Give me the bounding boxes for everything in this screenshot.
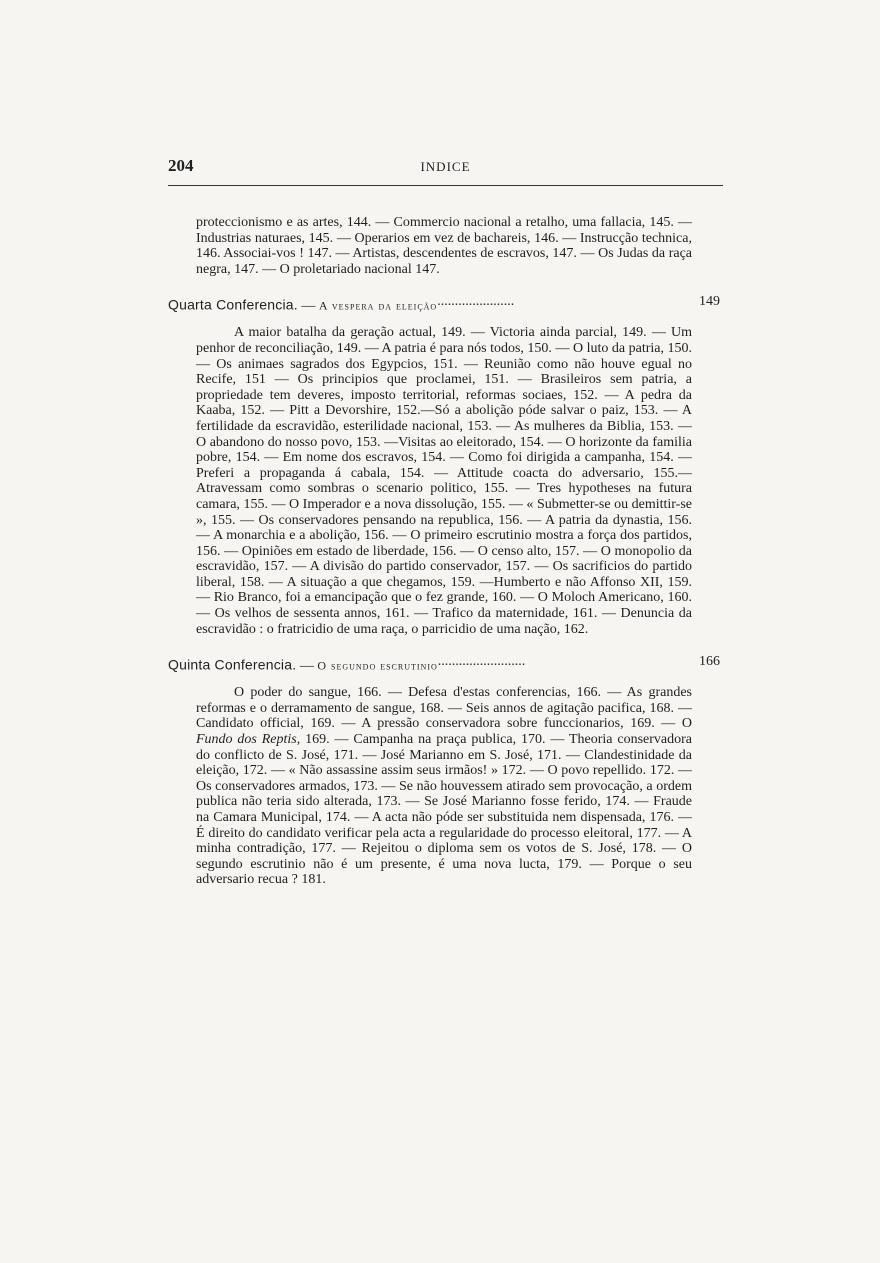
- section-heading-quarta: [168, 294, 720, 312]
- section-body-quinta: [196, 685, 692, 888]
- section-body-quarta: A maior batalha da geração actual, 149. — Victoria ainda parcial, 149. — Um penhor de reconciliação, 149. — A patria é para nós todos, 150. — O luto da patria, 150. — Os animaes sagrados dos Egypcios, 151. — Reunião como não houve egual no Recife, 151 — Os principios que proclamei, 151. — Brasileiros sem patria, a propriedade tem deveres, imposto territorial, reformas sociaes, 152. — A pedra da Kaaba, 152. — Pitt a Devorshire, 152.—Só a abolição póde salvar o paiz, 153. — A fertilidade da escravidão, esterilidade nacional, 153. — As mulheres da Biblia, 153. — O abandono do nosso povo, 153. —Visitas ao eleitorado, 154. — O horizonte da familia pobre, 154. — Em nome dos escravos, 154. — Como foi dirigida a campanha, 154. — Preferi a propaganda á cabala, 154. — Attitude coacta do adversario, 155.— Atravessam como sombras o scenario politico, 155. — Tres hypotheses na futura camara, 155. — O Imperador e a nova dissolução, 155. — « Submetter-se ou demittir-se », 155. — Os conservadores pensando na republica, 156. — A patria da dynastia, 156. — A monarchia e a abolição, 156. — O primeiro escrutinio mostra a força dos partidos, 156. — Opiniões em estado de liberdade, 156. — O censo alto, 157. — O monopolio da escravidão, 157. — A divisão do partido conservador, 157. — Os sacrificios do partido liberal, 158. — A situação a que chegamos, 159. —Humberto e não Affonso XII, 159. — Rio Branco, foi a emancipação que o fez grande, 160. — O Moloch Americano, 160. — Os velhos de sessenta annos, 161. — Trafico da maternidade, 161. — Denuncia da escravidão : o fratricidio de uma raça, o parricidio de uma nação, 162.: [196, 325, 692, 637]
- dot-leader: .........................: [437, 654, 526, 670]
- body-text: O poder do sangue, 166. — Defesa d'estas conferencias, 166. — As grandes reformas e o derramamento de sangue, 168. — Seis annos de agitação pacifica, 168. — Candidato official, 169. — A pressão conservadora sobre funccionarios, 169. — O: [196, 685, 692, 732]
- section-dash: —: [297, 298, 319, 314]
- section-heading-line: [168, 294, 514, 314]
- header-rule: [168, 185, 723, 186]
- page-number: 204: [168, 156, 194, 175]
- section-label: Quinta Conferencia.: [168, 656, 297, 673]
- running-title: INDICE: [420, 159, 471, 174]
- index-content: [168, 215, 720, 888]
- body-text: , 169. — Campanha na praça publica, 170. — Theoria conservadora do conflicto de S. José, 171. — José Marianno em S. José, 171. — Clandestinidade da eleição, 172. — « Não assassine assim seus irmãos! » 172. — O povo repellido. 172. — Os conservadores armados, 173. — Se não houvessem atirado sem provocação, a ordem publica não teria sido alterada, 173. — Se José Marianno fosse ferido, 174. — Fraude na Camara Municipal, 174. — A acta não póde ser substituida nem dispensada, 176. — É direito do candidato verificar pela acta a regularidade do processo eleitoral, 177. — A minha contradição, 177. — Rejeitou o diploma sem os votos de S. José, 178. — O segundo escrutinio não é um presente, é uma nova lucta, 179. — Porque o seu adversario recua ? 181.: [196, 732, 692, 888]
- section-page-number: 149: [699, 294, 720, 310]
- section-heading-line: [168, 654, 525, 674]
- section-dash: —: [296, 658, 318, 674]
- section-label: Quarta Conferencia.: [168, 296, 298, 313]
- body-italic-title: Fundo dos Reptis: [196, 732, 297, 748]
- intro-paragraph: proteccionismo e as artes, 144. — Commercio nacional a retalho, uma fallacia, 145. — Industrias naturaes, 145. — Operarios em vez de bachareis, 146. — Instrucção technica, 146. Associai-vos ! 147. — Artistas, descendentes de escravos, 147. — Os Judas da raça negra, 147. — O proletariado nacional 147.: [196, 215, 692, 277]
- section-subtitle: O segundo escrutinio: [317, 658, 438, 673]
- section-subtitle: A vespera da eleição: [318, 298, 438, 313]
- running-head: [168, 156, 723, 184]
- section-page-number: 166: [699, 654, 720, 670]
- dot-leader: ......................: [437, 294, 515, 310]
- section-heading-quinta: [168, 654, 720, 672]
